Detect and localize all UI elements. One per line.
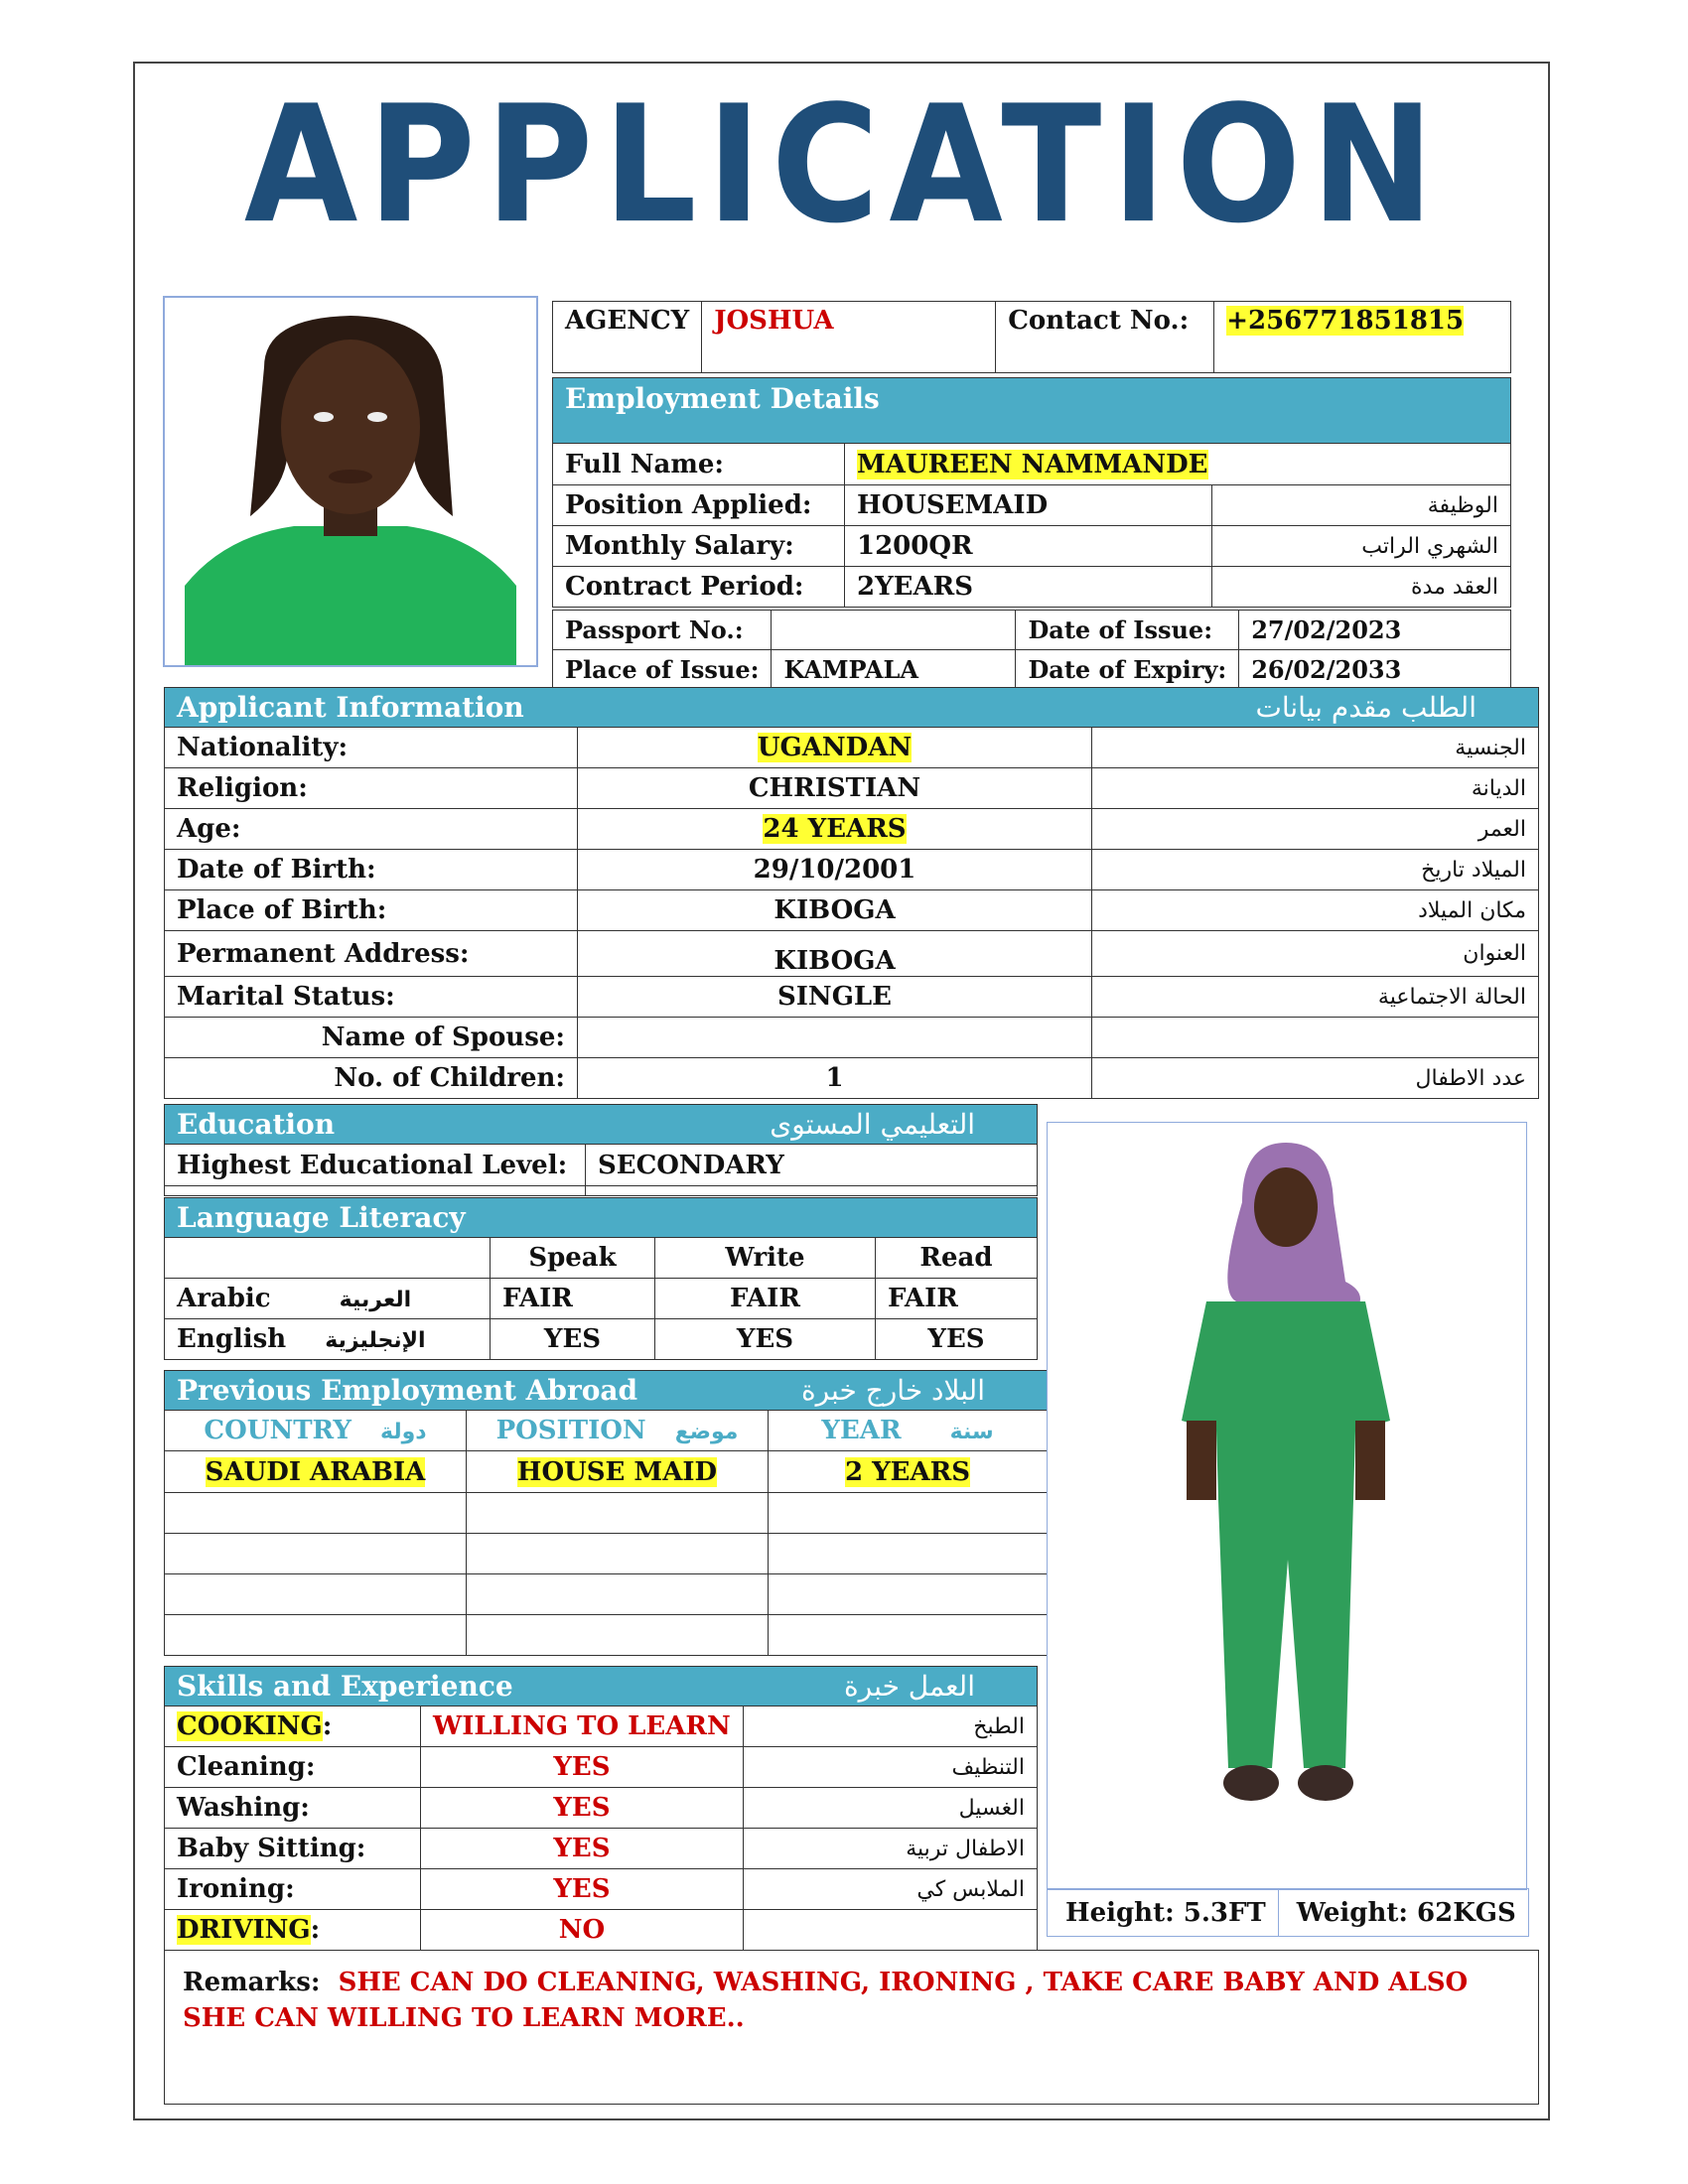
cleaning-label: Cleaning xyxy=(177,1752,306,1782)
agency-label: AGENCY xyxy=(553,302,702,373)
marital-label: Marital Status: xyxy=(165,977,578,1018)
position-col-ar: موضع xyxy=(674,1420,739,1444)
arabic-read: FAIR xyxy=(876,1279,1038,1319)
language-corner xyxy=(165,1238,491,1279)
issue-date-value: 27/02/2023 xyxy=(1239,611,1511,650)
agency-name: JOSHUA xyxy=(702,302,996,373)
religion-label: Religion: xyxy=(165,768,578,809)
english-read: YES xyxy=(876,1319,1038,1360)
passport-no-value xyxy=(772,611,1016,650)
nationality-cell xyxy=(578,728,1092,768)
country-col xyxy=(165,1411,467,1451)
year-cell xyxy=(769,1451,1048,1493)
babysitting-value: YES xyxy=(421,1829,744,1869)
education-header-ar: التعليمي المستوى xyxy=(770,1108,975,1141)
dob-value: 29/10/2001 xyxy=(578,850,1092,890)
previous-header-ar: البلاد خارج خبرة xyxy=(800,1374,985,1407)
salary-label: Monthly Salary: xyxy=(553,526,845,567)
washing-value: YES xyxy=(421,1788,744,1829)
cooking-label: COOKING xyxy=(177,1711,323,1741)
language-table xyxy=(164,1197,1038,1360)
driving-value: NO xyxy=(421,1910,744,1951)
remarks-label: Remarks xyxy=(183,1968,311,1997)
birthplace-label: Place of Birth: xyxy=(165,890,578,931)
applicant-header-en: Applicant Information xyxy=(177,691,524,724)
position-col-en: POSITION xyxy=(495,1416,646,1445)
portrait-photo xyxy=(163,296,538,667)
nationality-label: Nationality: xyxy=(165,728,578,768)
birthplace-value: KIBOGA xyxy=(578,890,1092,931)
driving-ar xyxy=(743,1910,1037,1951)
age-cell xyxy=(578,809,1092,850)
children-value: 1 xyxy=(578,1058,1092,1099)
birthplace-ar: مكان الميلاد xyxy=(1092,890,1539,931)
dob-ar: الميلاد تاريخ xyxy=(1092,850,1539,890)
education-header-en: Education xyxy=(177,1108,336,1141)
arabic-lang xyxy=(165,1279,491,1319)
english-lang xyxy=(165,1319,491,1360)
cooking-ar: الطبخ xyxy=(743,1706,1037,1747)
dob-label: Date of Birth: xyxy=(165,850,578,890)
measurements-table xyxy=(1047,1888,1529,1937)
arabic-label: Arabic xyxy=(177,1284,271,1313)
position-label: Position Applied: xyxy=(553,485,845,526)
arabic-label-ar: العربية xyxy=(339,1288,412,1312)
year-col xyxy=(769,1411,1048,1451)
previous-header xyxy=(165,1371,1048,1411)
empty-cell xyxy=(769,1493,1048,1534)
skills-table xyxy=(164,1666,1038,1951)
position-col xyxy=(467,1411,769,1451)
contract-label: Contract Period: xyxy=(553,567,845,608)
marital-value: SINGLE xyxy=(578,977,1092,1018)
salary-ar: الشهري الراتب xyxy=(1212,526,1511,567)
position-value: HOUSE MAID xyxy=(516,1456,718,1487)
english-label-ar: الإنجليزية xyxy=(325,1328,426,1353)
applicant-table xyxy=(164,687,1539,1099)
previous-header-en: Previous Employment Abroad xyxy=(177,1374,638,1407)
cleaning-ar: التنظيف xyxy=(743,1747,1037,1788)
empty-cell xyxy=(467,1493,769,1534)
empty-cell xyxy=(769,1574,1048,1615)
applicant-header xyxy=(165,688,1539,728)
empty-cell xyxy=(467,1534,769,1574)
education-header xyxy=(165,1105,1038,1145)
page-title: APPLICATION xyxy=(243,70,1445,259)
position-cell xyxy=(467,1451,769,1493)
write-col: Write xyxy=(655,1238,876,1279)
skills-header-en: Skills and Experience xyxy=(177,1670,513,1703)
children-label: No. of Children: xyxy=(165,1058,578,1099)
ironing-value: YES xyxy=(421,1869,744,1910)
age-ar: العمر xyxy=(1092,809,1539,850)
agency-table xyxy=(552,301,1511,373)
previous-table xyxy=(164,1370,1048,1656)
cleaning-value: YES xyxy=(421,1747,744,1788)
religion-ar: الديانة xyxy=(1092,768,1539,809)
salary-value: 1200QR xyxy=(845,526,1212,567)
remarks-content: SHE CAN DO CLEANING, WASHING, IRONING , TAKE CARE BABY AND ALSO SHE CAN WILLING TO LEARN MORE.. xyxy=(183,1968,1469,2033)
education-label: Highest Educational Level: xyxy=(165,1145,586,1186)
contract-value: 2YEARS xyxy=(845,567,1212,608)
position-ar: الوظيفة xyxy=(1212,485,1511,526)
contact-label: Contact No.: xyxy=(996,302,1214,373)
ironing-ar: الملابس كي xyxy=(743,1869,1037,1910)
english-label: English xyxy=(177,1324,287,1354)
spouse-value xyxy=(578,1018,1092,1058)
nationality-ar: الجنسية xyxy=(1092,728,1539,768)
applicant-header-ar: الطلب مقدم بيانات xyxy=(1255,691,1477,724)
english-speak: YES xyxy=(491,1319,655,1360)
empty-cell xyxy=(165,1574,467,1615)
empty-cell xyxy=(769,1615,1048,1656)
address-label: Permanent Address: xyxy=(165,931,578,977)
country-col-en: COUNTRY xyxy=(204,1416,352,1445)
position-value: HOUSEMAID xyxy=(845,485,1212,526)
full-name-label: Full Name: xyxy=(553,444,845,485)
age-value: 24 YEARS xyxy=(763,814,907,844)
english-write: YES xyxy=(655,1319,876,1360)
issue-date-label: Date of Issue: xyxy=(1016,611,1239,650)
spouse-label: Name of Spouse: xyxy=(165,1018,578,1058)
issue-place-value: KAMPALA xyxy=(772,650,1016,690)
remarks-text: Remarks: SHE CAN DO CLEANING, WASHING, IRONING , TAKE CARE BABY AND ALSO SHE CAN WILLING TO LEARN MORE.. xyxy=(183,1968,1469,2033)
empty-cell xyxy=(769,1534,1048,1574)
address-value: KIBOGA xyxy=(578,931,1092,977)
country-col-ar: دولة xyxy=(379,1420,427,1444)
washing-label-cell: Washing: xyxy=(165,1788,421,1829)
language-header: Language Literacy xyxy=(165,1198,1038,1238)
passport-table xyxy=(552,610,1511,690)
contract-ar: العقد مدة xyxy=(1212,567,1511,608)
weight-value: Weight: 62KGS xyxy=(1278,1889,1528,1937)
arabic-speak: FAIR xyxy=(491,1279,655,1319)
year-value: 2 YEARS xyxy=(844,1456,971,1487)
education-table xyxy=(164,1104,1038,1196)
country-value: SAUDI ARABIA xyxy=(205,1456,426,1487)
expiry-date-label: Date of Expiry: xyxy=(1016,650,1239,690)
cooking-label-cell: COOKING: xyxy=(165,1706,421,1747)
empty-cell xyxy=(467,1574,769,1615)
age-label: Age: xyxy=(165,809,578,850)
empty-cell xyxy=(165,1534,467,1574)
empty-cell xyxy=(467,1615,769,1656)
babysitting-label: Baby Sitting xyxy=(177,1834,356,1863)
employment-header: Employment Details xyxy=(553,378,1511,444)
skills-header xyxy=(165,1667,1038,1706)
ironing-label: Ironing xyxy=(177,1874,286,1904)
empty-cell xyxy=(165,1615,467,1656)
marital-ar: الحالة الاجتماعية xyxy=(1092,977,1539,1018)
religion-value: CHRISTIAN xyxy=(578,768,1092,809)
skills-header-ar: العمل خبرة xyxy=(844,1670,975,1703)
empty-cell xyxy=(165,1493,467,1534)
year-col-en: YEAR xyxy=(821,1416,902,1445)
full-name-cell xyxy=(845,444,1511,485)
passport-no-label: Passport No.: xyxy=(553,611,772,650)
country-cell xyxy=(165,1451,467,1493)
contact-cell xyxy=(1214,302,1511,373)
year-col-ar: سنة xyxy=(949,1420,994,1444)
babysitting-label-cell: Baby Sitting: xyxy=(165,1829,421,1869)
cooking-value: WILLING TO LEARN xyxy=(421,1706,744,1747)
height-value: Height: 5.3FT xyxy=(1048,1889,1279,1937)
driving-label-cell: DRIVING: xyxy=(165,1910,421,1951)
employment-table xyxy=(552,377,1511,608)
remarks-box xyxy=(164,1950,1539,2105)
arabic-write: FAIR xyxy=(655,1279,876,1319)
washing-ar: الغسيل xyxy=(743,1788,1037,1829)
driving-label: DRIVING xyxy=(177,1915,311,1945)
washing-label: Washing xyxy=(177,1793,301,1823)
issue-place-label: Place of Issue: xyxy=(553,650,772,690)
speak-col: Speak xyxy=(491,1238,655,1279)
ironing-label-cell: Ironing: xyxy=(165,1869,421,1910)
babysitting-ar: الاطفال تربية xyxy=(743,1829,1037,1869)
education-value: SECONDARY xyxy=(586,1145,1038,1186)
contact-number: +256771851815 xyxy=(1226,306,1465,336)
full-body-photo xyxy=(1047,1122,1527,1890)
address-ar: العنوان xyxy=(1092,931,1539,977)
children-ar: عدد الاطفال xyxy=(1092,1058,1539,1099)
spouse-ar xyxy=(1092,1018,1539,1058)
expiry-date-value: 26/02/2033 xyxy=(1239,650,1511,690)
read-col: Read xyxy=(876,1238,1038,1279)
cleaning-label-cell: Cleaning: xyxy=(165,1747,421,1788)
full-name-value: MAUREEN NAMMANDE xyxy=(857,449,1208,479)
nationality-value: UGANDAN xyxy=(757,733,913,762)
